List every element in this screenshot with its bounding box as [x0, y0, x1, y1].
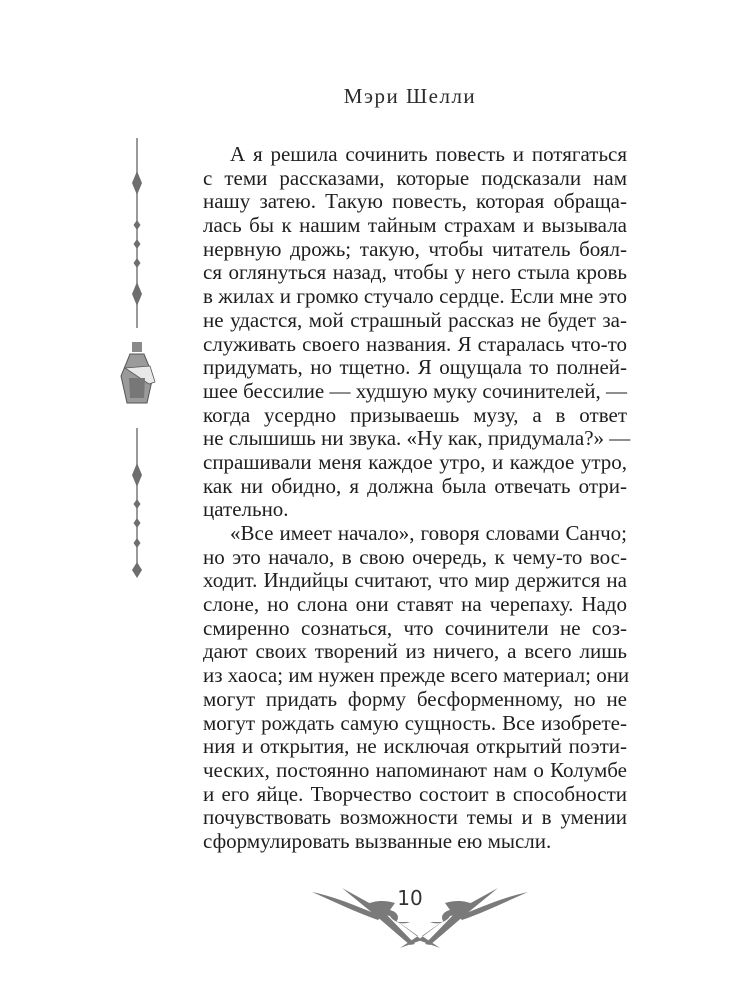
text-line: шее бессилие — худшую муку сочинителей, — [203, 378, 627, 403]
text-line: могут придать форму бесформенному, но не [203, 686, 627, 711]
vertical-vine-ornament-icon [117, 138, 157, 578]
text-line: сформулировать вызванные ею мысли. [203, 828, 552, 853]
text-line: из хаоса; им нужен прежде всего материал; они [203, 663, 630, 688]
text-line: нашу затею. Такую повесть, которая обраща- [203, 189, 627, 214]
potion-bottle-icon [121, 342, 155, 403]
text-line: «Все имеет начало», говоря словами Санчо; [230, 521, 627, 545]
text-line: как ни обидно, я должна была отвечать отри- [203, 473, 627, 498]
text-line: ния и открытия, не исключая открытий поэти- [203, 734, 627, 759]
text-line: нервную дрожь; такую, чтобы читатель боял- [203, 236, 627, 261]
text-line: ческих, постоянно напоминают нам о Колумбе [203, 757, 627, 782]
text-line: цательно. [203, 497, 289, 522]
text-line: дают своих творений из ничего, а всего лишь [203, 639, 627, 664]
paragraph-1 [203, 142, 631, 522]
paragraph-2 [203, 521, 630, 854]
text-line: ходит. Индийцы считают, что мир держится на [203, 568, 627, 593]
body-text [203, 142, 631, 854]
text-line: ся оглянуться назад, чтобы у него стыла кровь [203, 260, 627, 285]
text-line: спрашивали меня каждое утро, и каждое утро, [203, 449, 627, 474]
text-line: не слышишь ни звука. «Ну как, придумала?» — [203, 426, 631, 451]
text-line: слоне, но слона они ставят на черепаху. Надо [203, 592, 627, 617]
running-head-author: Мэри Шелли [343, 84, 477, 108]
text-line: придумать, но тщетно. Я ощущала то полней- [203, 355, 627, 380]
text-line: служивать своего названия. Я старалась что-то [203, 331, 627, 356]
text-line: не удастся, мой страшный рассказ не будет за- [203, 307, 627, 332]
text-line: в жилах и громко стучало сердце. Если мне это [203, 284, 627, 309]
page-number: 10 [397, 886, 423, 910]
text-line: и его яйце. Творчество состоит в способности [203, 781, 627, 806]
tribal-flourish-ornament-icon [300, 870, 540, 960]
text-line: с теми рассказами, которые подсказали нам [203, 165, 627, 190]
text-line: лась бы к нашим тайным страхам и вызывала [203, 213, 627, 238]
text-line: смиренно сознаться, что сочинители не соз- [203, 615, 627, 640]
text-line: могут рождать самую сущность. Все изобрете- [203, 710, 627, 735]
text-line: но это начало, в свою очередь, к чему-то вос- [203, 544, 627, 569]
text-line: А я решила сочинить повесть и потягаться [230, 142, 627, 166]
text-line: когда усердно призываешь музу, а в ответ [203, 402, 627, 427]
text-line: почувствовать возможности темы и в умении [203, 805, 627, 830]
